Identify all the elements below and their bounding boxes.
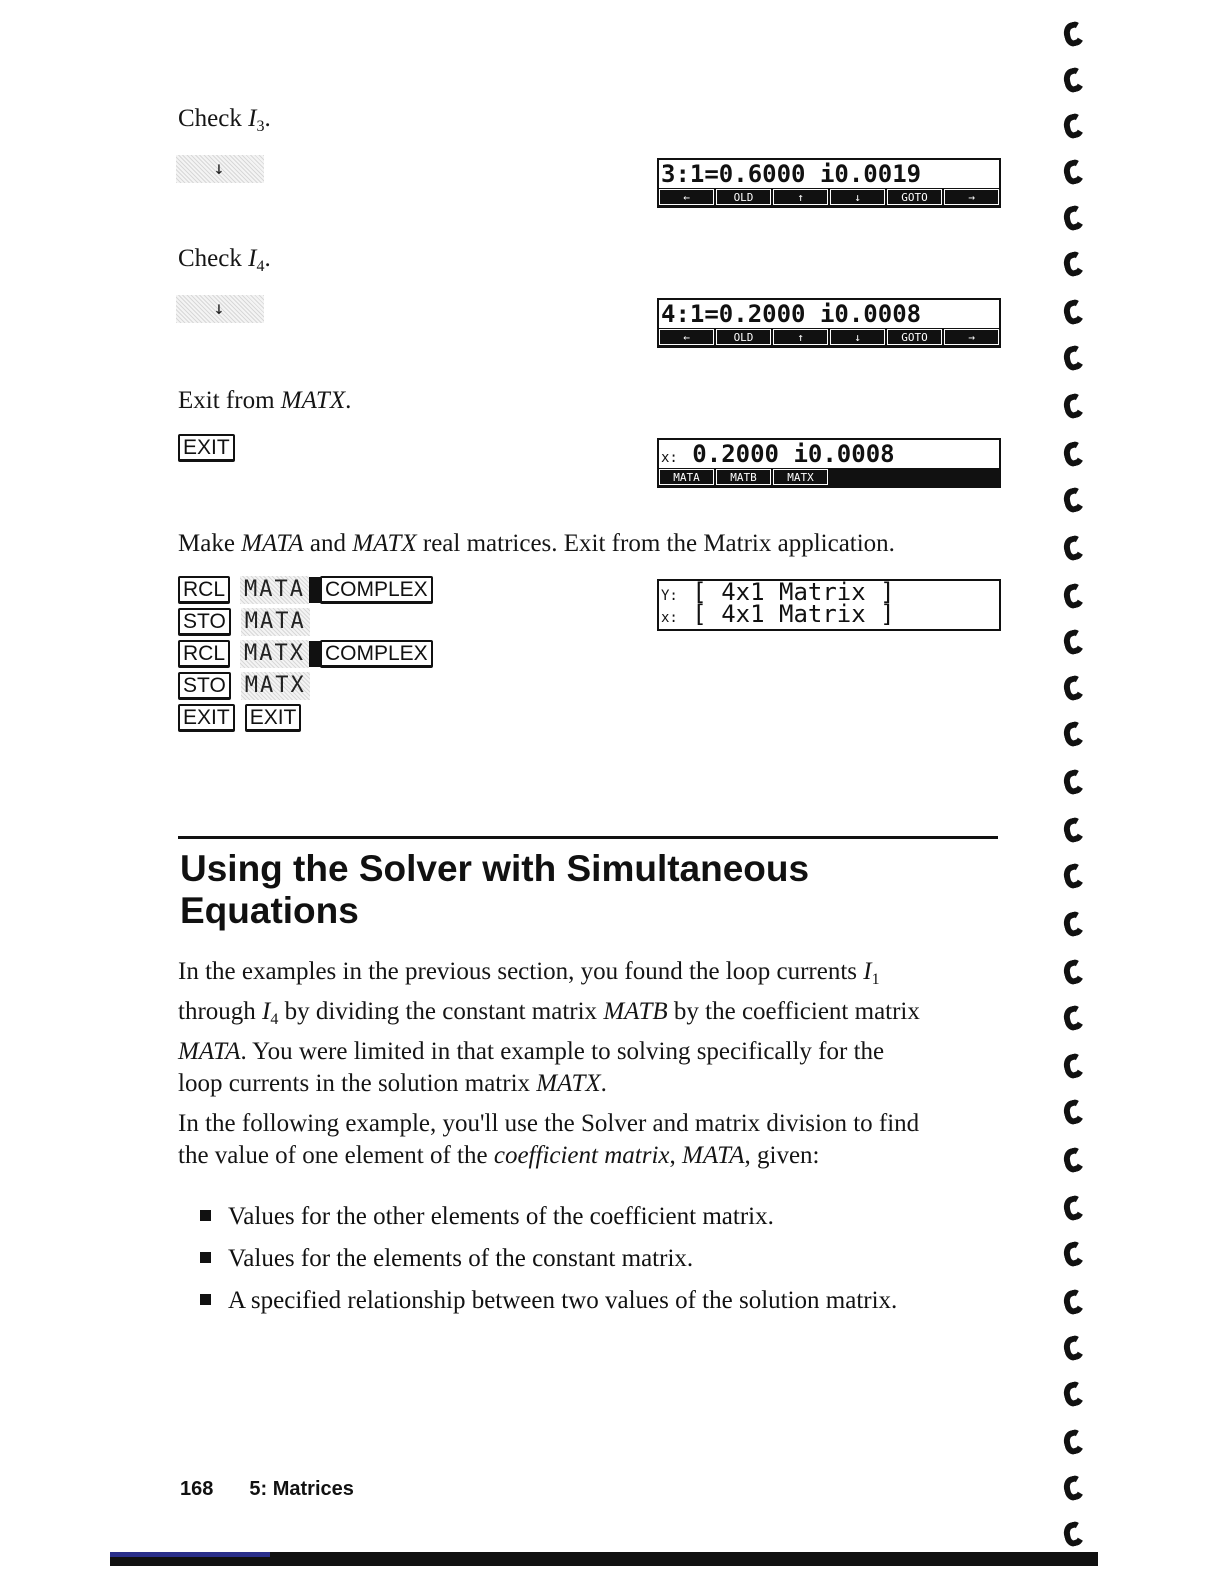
- softkey-menu: [659, 188, 999, 206]
- binding-hole-icon: [1061, 862, 1087, 890]
- binding-hole-icon: [1061, 534, 1087, 562]
- binding-hole-icon: [1061, 1098, 1087, 1126]
- page-bottom-edge: [110, 1552, 1098, 1566]
- paragraph-loop-currents: In the examples in the previous section, you found the loop currents $I_1$ through $I_4$ by dividing the constant matrix MATB by the coefficient matrix MATA. You were limited in that example to solving specifically for the loop currents in the solution matrix MATX.: [178, 958, 920, 1097]
- menu-matx: MATX: [773, 469, 828, 485]
- down-arrow-softkey[interactable]: [176, 295, 264, 323]
- keystroke-row-5: [178, 704, 311, 736]
- display-line: 3:1=0.6000 i0.0019: [661, 160, 922, 188]
- chapter-title: 5: Matrices: [249, 1478, 354, 1500]
- display-line: x: 0.2000 i0.0008: [661, 440, 895, 468]
- rcl-key[interactable]: RCL: [178, 576, 230, 604]
- binding-hole-icon: [1061, 344, 1087, 372]
- binding-hole-icon: [1061, 958, 1087, 986]
- menu-empty: [830, 469, 885, 485]
- binding-hole-icon: [1061, 440, 1087, 468]
- matx-softkey[interactable]: MATX: [241, 672, 310, 700]
- binding-hole-icon: [1061, 910, 1087, 938]
- binding-hole-icon: [1061, 720, 1087, 748]
- step-check-i3-label: Check $I_3$.: [178, 105, 271, 135]
- binding-hole-icon: [1061, 204, 1087, 232]
- step-exit-label: Exit from MATX.: [178, 387, 352, 414]
- menu-goto: GOTO: [887, 189, 942, 205]
- menu-left-icon: ←: [659, 329, 714, 345]
- binding-hole-icon: [1061, 1380, 1087, 1408]
- page-footer: [180, 1478, 390, 1501]
- calculator-display-matrices: [657, 579, 1001, 631]
- binding-hole-icon: [1061, 1520, 1087, 1548]
- calculator-display-exit: [657, 438, 1001, 488]
- menu-up-icon: ↑: [773, 329, 828, 345]
- menu-up-icon: ↑: [773, 189, 828, 205]
- down-arrow-icon: ↓: [176, 155, 264, 183]
- menu-matb: MATB: [716, 469, 771, 485]
- binding-hole-icon: [1061, 628, 1087, 656]
- complex-key[interactable]: COMPLEX: [320, 576, 433, 604]
- binding-hole-icon: [1061, 768, 1087, 796]
- matx-softkey[interactable]: MATX: [240, 640, 309, 668]
- make-real-instruction: Make MATA and MATX real matrices. Exit from the Matrix application.: [178, 530, 895, 557]
- down-arrow-softkey[interactable]: [176, 155, 264, 183]
- binding-hole-icon: [1061, 1428, 1087, 1456]
- menu-empty: [944, 469, 999, 485]
- given-list: [200, 1196, 897, 1322]
- menu-empty: [887, 469, 942, 485]
- section-rule: [178, 836, 998, 839]
- binding-hole-icon: [1061, 1194, 1087, 1222]
- binding-hole-icon: [1061, 20, 1087, 48]
- binding-hole-icon: [1061, 1004, 1087, 1032]
- binding-hole-icon: [1061, 582, 1087, 610]
- keystroke-row-3: [178, 640, 443, 672]
- binding-hole-icon: [1061, 486, 1087, 514]
- step-check-i4-label: Check $I_4$.: [178, 245, 271, 275]
- binding-hole-icon: [1061, 1334, 1087, 1362]
- binding-hole-icon: [1061, 392, 1087, 420]
- menu-left-icon: ←: [659, 189, 714, 205]
- keystroke-row-1: [178, 576, 443, 608]
- binding-hole-icon: [1061, 1288, 1087, 1316]
- rcl-key[interactable]: RCL: [178, 640, 230, 668]
- binding-hole-icon: [1061, 250, 1087, 278]
- binding-hole-icon: [1061, 1146, 1087, 1174]
- binding-hole-icon: [1061, 674, 1087, 702]
- binding-hole-icon: [1061, 112, 1087, 140]
- binding-hole-icon: [1061, 158, 1087, 186]
- list-item: Values for the elements of the constant matrix.: [200, 1238, 897, 1280]
- menu-right-icon: →: [944, 189, 999, 205]
- menu-right-icon: →: [944, 329, 999, 345]
- display-line-x: x: [ 4x1 Matrix ]: [661, 600, 895, 628]
- binding-hole-icon: [1061, 1052, 1087, 1080]
- complex-key[interactable]: COMPLEX: [320, 640, 433, 668]
- exit-key-row: [178, 434, 235, 462]
- binding-hole-icon: [1061, 816, 1087, 844]
- binding-hole-icon: [1061, 66, 1087, 94]
- page-number: 168: [180, 1478, 214, 1500]
- menu-goto: GOTO: [887, 329, 942, 345]
- keystroke-row-2: [178, 608, 320, 640]
- binding-hole-icon: [1061, 298, 1087, 326]
- menu-down-icon: ↓: [830, 189, 885, 205]
- binding-hole-icon: [1061, 1474, 1087, 1502]
- mata-softkey[interactable]: MATA: [240, 576, 309, 604]
- down-arrow-icon: ↓: [176, 295, 264, 323]
- calculator-display-i3: [657, 158, 1001, 208]
- softkey-menu: [659, 328, 999, 346]
- softkey-menu: [659, 468, 999, 486]
- display-line: 4:1=0.2000 i0.0008: [661, 300, 922, 328]
- menu-down-icon: ↓: [830, 329, 885, 345]
- binding-hole-icon: [1061, 1240, 1087, 1268]
- exit-key[interactable]: EXIT: [245, 704, 302, 732]
- menu-old: OLD: [716, 189, 771, 205]
- binding-holes: [1060, 10, 1110, 1570]
- exit-key[interactable]: EXIT: [178, 704, 235, 732]
- sto-key[interactable]: STO: [178, 608, 231, 636]
- menu-old: OLD: [716, 329, 771, 345]
- keystroke-row-4: [178, 672, 320, 704]
- list-item: A specified relationship between two values of the solution matrix.: [200, 1280, 897, 1322]
- list-item: Values for the other elements of the coefficient matrix.: [200, 1196, 897, 1238]
- calculator-display-i4: [657, 298, 1001, 348]
- display-line-y: Y: [ 4x1 Matrix ]: [661, 579, 895, 606]
- paragraph-following-example: In the following example, you'll use the Solver and matrix division to find the value of one element of the coefficient matrix, MATA, given:: [178, 1110, 920, 1169]
- exit-key[interactable]: EXIT: [178, 434, 235, 462]
- section-heading: Using the Solver with Simultaneous Equations: [180, 848, 810, 931]
- sto-key[interactable]: STO: [178, 672, 231, 700]
- mata-softkey[interactable]: MATA: [241, 608, 310, 636]
- menu-mata: MATA: [659, 469, 714, 485]
